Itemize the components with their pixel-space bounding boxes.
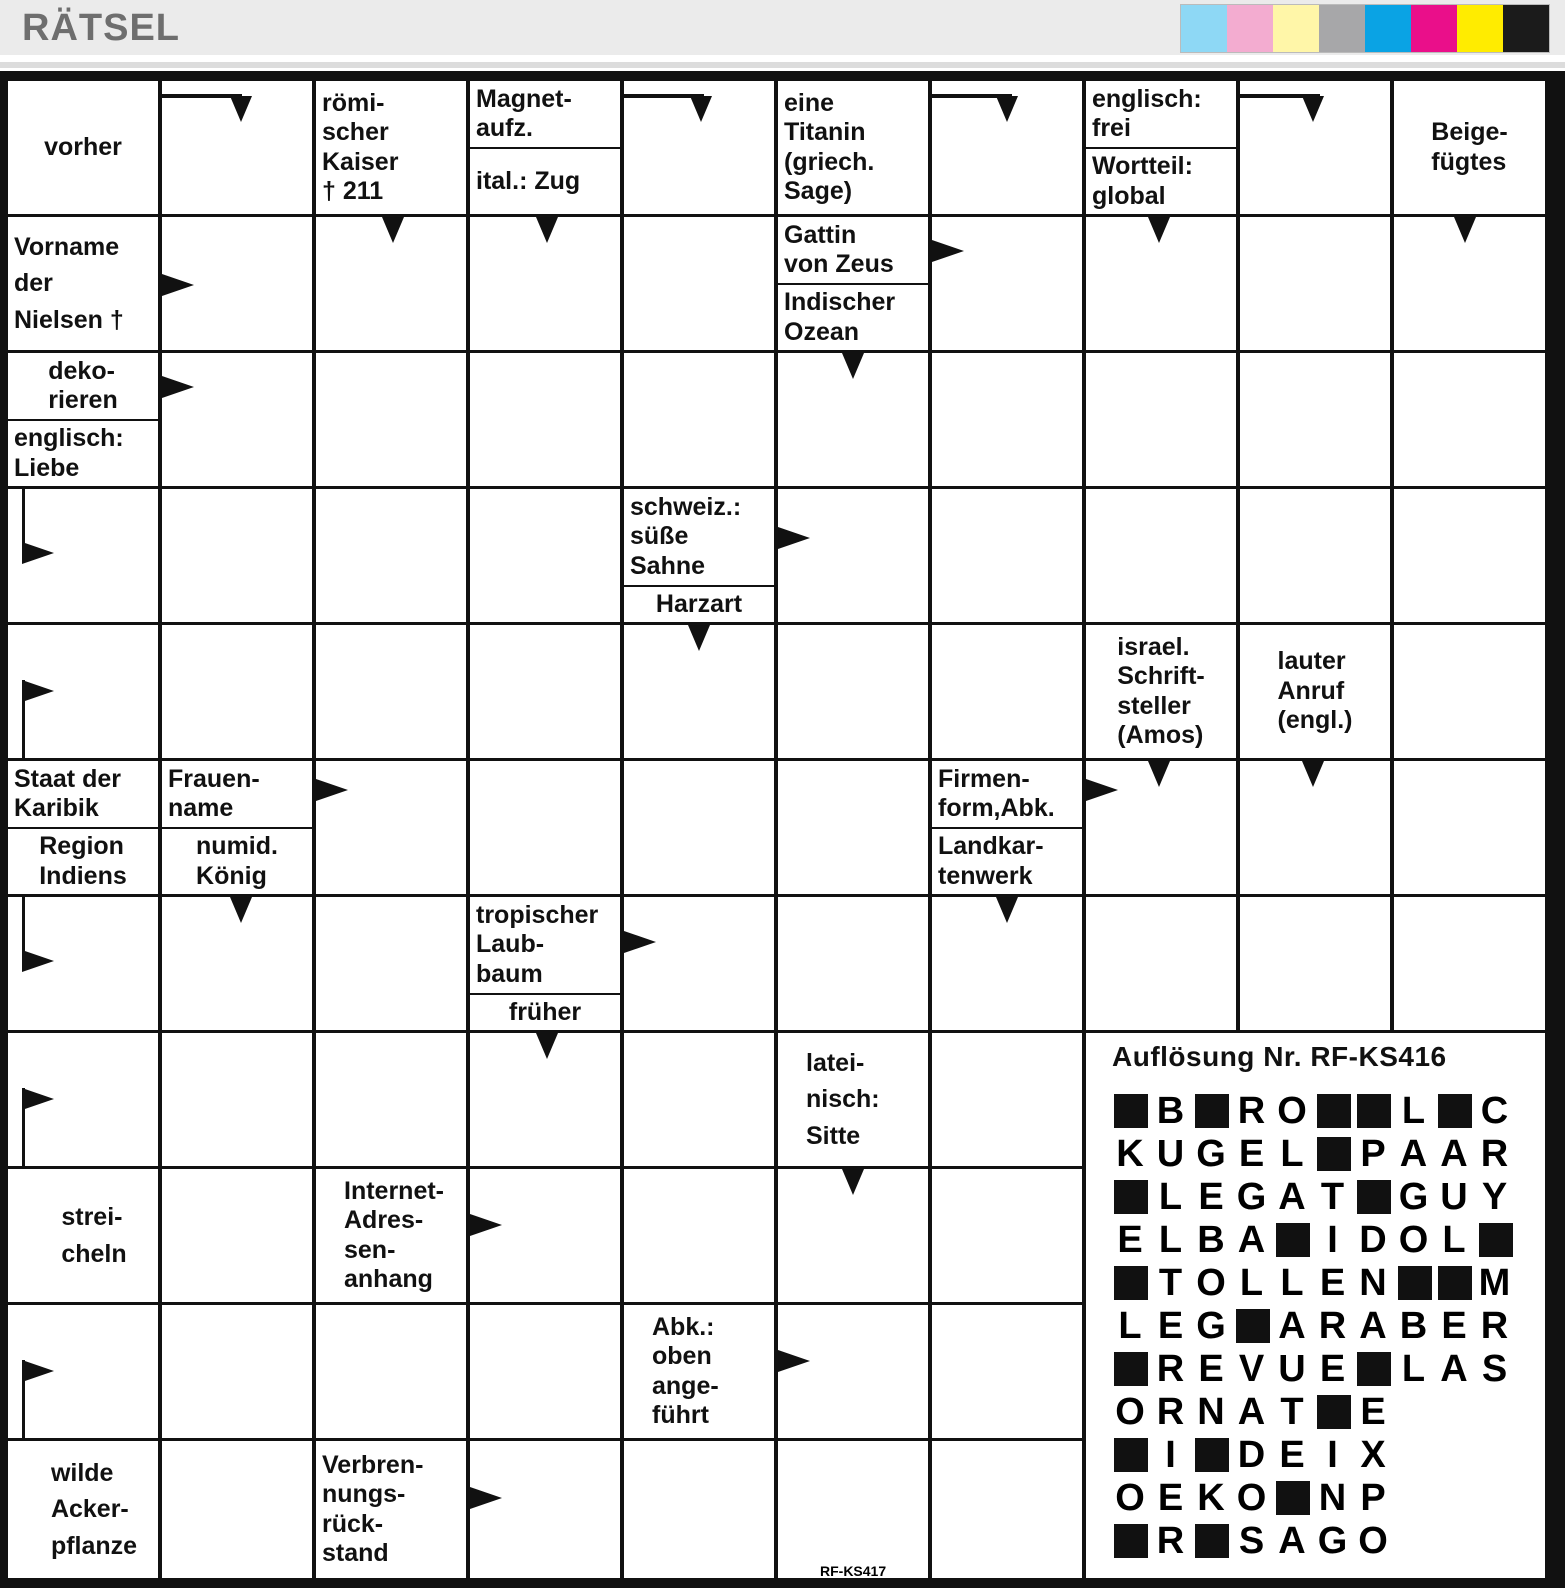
- clue-internet-adressenanhang: [316, 1169, 466, 1302]
- solution-panel: [1086, 1033, 1545, 1578]
- arrow-down-icon: [1148, 761, 1170, 787]
- answer-cell[interactable]: [932, 625, 1082, 758]
- clue-text: Wortteil: global: [1092, 152, 1193, 210]
- clue-text: englisch: frei: [1092, 84, 1202, 142]
- solution-block: [1114, 1180, 1148, 1214]
- solution-letter: L: [1158, 1219, 1183, 1261]
- solution-letter: E: [1238, 1133, 1265, 1175]
- clue-text: strei- cheln: [61, 1203, 127, 1268]
- solution-letter: A: [1237, 1391, 1266, 1433]
- arrow-right-icon: [624, 931, 656, 953]
- solution-letter: A: [1440, 1348, 1468, 1390]
- clue-eine-titanin: [778, 81, 928, 214]
- answer-cell[interactable]: [162, 625, 312, 758]
- answer-cell[interactable]: [162, 489, 312, 622]
- arrow-stem: [932, 94, 1012, 98]
- answer-cell[interactable]: [624, 353, 774, 486]
- clue-frueher: [470, 995, 620, 1030]
- answer-cell[interactable]: [778, 897, 928, 1030]
- solution-letter: L: [1280, 1133, 1304, 1175]
- solution-letter: K: [1197, 1477, 1225, 1519]
- answer-cell[interactable]: [1240, 897, 1390, 1030]
- solution-letter: D: [1237, 1434, 1266, 1476]
- solution-letter: A: [1237, 1219, 1266, 1261]
- clue-roemischer-kaiser: [316, 81, 466, 214]
- solution-letter: L: [1401, 1348, 1426, 1390]
- solution-letter: P: [1360, 1477, 1386, 1519]
- solution-letter: T: [1320, 1176, 1345, 1218]
- solution-letter: O: [1196, 1262, 1226, 1304]
- solution-letter: E: [1157, 1305, 1184, 1347]
- arrow-stem: [1240, 94, 1320, 98]
- clue-gattin-zeus: [778, 217, 928, 283]
- answer-cell[interactable]: [932, 353, 1082, 486]
- solution-block: [1276, 1481, 1310, 1515]
- clue-frauenname: [162, 761, 312, 827]
- clue-text: Firmen- form,Abk.: [938, 764, 1055, 822]
- answer-cell[interactable]: [624, 761, 774, 894]
- arrow-down-icon: [690, 96, 712, 122]
- solution-letter: A: [1278, 1305, 1306, 1347]
- solution-letter: O: [1277, 1090, 1307, 1132]
- arrow-right-icon: [22, 1088, 54, 1110]
- arrow-stem: [624, 94, 704, 98]
- solution-letter: U: [1440, 1176, 1468, 1218]
- solution-letter: S: [1481, 1348, 1508, 1390]
- solution-letter: G: [1236, 1176, 1267, 1218]
- solution-letter: G: [1196, 1133, 1226, 1175]
- answer-cell[interactable]: [162, 1033, 312, 1166]
- answer-cell[interactable]: [1394, 625, 1545, 758]
- solution-letter: L: [1442, 1219, 1466, 1261]
- solution-letter: S: [1238, 1520, 1265, 1562]
- answer-cell[interactable]: [162, 1169, 312, 1302]
- answer-cell[interactable]: [162, 353, 312, 486]
- solution-letter: Y: [1481, 1176, 1508, 1218]
- answer-cell[interactable]: [470, 625, 620, 758]
- solution-letter: R: [1156, 1348, 1185, 1390]
- clue-text: vorher: [44, 132, 122, 161]
- clue-abk-oben-angefuehrt: [624, 1305, 774, 1438]
- solution-letter: G: [1196, 1305, 1226, 1347]
- solution-letter: A: [1359, 1305, 1387, 1347]
- solution-letter: O: [1115, 1391, 1145, 1433]
- clue-verbrennungsrueckstand: [316, 1441, 466, 1578]
- solution-letter: L: [1118, 1305, 1142, 1347]
- clue-beigefuegtes: [1394, 81, 1545, 214]
- answer-cell[interactable]: [932, 217, 1082, 350]
- solution-block: [1114, 1524, 1148, 1558]
- answer-cell[interactable]: [932, 1169, 1082, 1302]
- solution-letter: E: [1319, 1262, 1346, 1304]
- color-swatch-4: [1319, 5, 1365, 52]
- solution-letter: U: [1156, 1133, 1185, 1175]
- arrow-right-icon: [470, 1487, 502, 1509]
- solution-block: [1276, 1223, 1310, 1257]
- clue-englisch-frei: [1086, 81, 1236, 147]
- solution-block: [1438, 1094, 1472, 1128]
- answer-cell[interactable]: [624, 217, 774, 350]
- arrow-right-icon: [22, 542, 54, 564]
- clue-text: Magnet- aufz.: [476, 84, 572, 142]
- solution-letter: L: [1280, 1262, 1304, 1304]
- solution-block: [1114, 1094, 1148, 1128]
- clue-text: latei- nisch: Sitte: [806, 1049, 880, 1150]
- answer-cell[interactable]: [1394, 897, 1545, 1030]
- arrow-right-icon: [316, 779, 348, 801]
- color-swatch-5: [1365, 5, 1411, 52]
- color-swatch-1: [1181, 5, 1227, 52]
- solution-letter: A: [1278, 1176, 1306, 1218]
- solution-letter: E: [1157, 1477, 1184, 1519]
- solution-block: [1357, 1352, 1391, 1386]
- solution-letter: X: [1360, 1434, 1386, 1476]
- arrow-down-icon: [842, 353, 864, 379]
- solution-block: [1317, 1094, 1351, 1128]
- answer-cell[interactable]: [624, 897, 774, 1030]
- answer-cell[interactable]: [162, 1441, 312, 1578]
- solution-letter: E: [1198, 1176, 1224, 1218]
- clue-wilde-ackerpflanze: [8, 1441, 158, 1578]
- solution-letter: I: [1327, 1434, 1338, 1476]
- solution-block: [1114, 1438, 1148, 1472]
- clue-text: Internet- Adres- sen- anhang: [344, 1176, 444, 1293]
- color-swatch-2: [1227, 5, 1273, 52]
- solution-letter: G: [1398, 1176, 1429, 1218]
- solution-letter: E: [1279, 1434, 1305, 1476]
- solution-letter: T: [1280, 1391, 1304, 1433]
- clue-text: Harzart: [655, 589, 743, 618]
- solution-block: [1114, 1352, 1148, 1386]
- clue-ital-zug: [470, 149, 620, 214]
- answer-cell[interactable]: [316, 1033, 466, 1166]
- solution-block: [1317, 1137, 1351, 1171]
- solution-block: [1195, 1524, 1229, 1558]
- answer-cell[interactable]: [1086, 353, 1236, 486]
- solution-letter: E: [1441, 1305, 1467, 1347]
- solution-letter: A: [1278, 1520, 1306, 1562]
- arrow-down-icon: [996, 96, 1018, 122]
- solution-letter: T: [1158, 1262, 1183, 1304]
- solution-letter: O: [1398, 1219, 1429, 1261]
- clue-landkartenwerk: [932, 829, 1082, 894]
- solution-block: [1236, 1309, 1270, 1343]
- solution-letter: L: [1239, 1262, 1264, 1304]
- clue-text: lauter Anruf (engl.): [1277, 647, 1353, 735]
- solution-letter: R: [1156, 1391, 1185, 1433]
- arrow-right-icon: [470, 1214, 502, 1236]
- answer-cell[interactable]: [778, 761, 928, 894]
- clue-text: Frauen- name: [168, 764, 260, 822]
- solution-letter: A: [1399, 1133, 1428, 1175]
- solution-letter: R: [1318, 1305, 1347, 1347]
- answer-cell[interactable]: [1086, 489, 1236, 622]
- arrow-down-icon: [1148, 217, 1170, 243]
- color-swatch-7: [1457, 5, 1503, 52]
- answer-cell[interactable]: [470, 761, 620, 894]
- solution-letter: E: [1360, 1391, 1386, 1433]
- solution-letter: B: [1399, 1305, 1428, 1347]
- clue-streicheln: [8, 1169, 158, 1302]
- arrow-down-icon: [536, 1033, 558, 1059]
- answer-cell[interactable]: [470, 1305, 620, 1438]
- arrow-right-icon: [22, 680, 54, 702]
- clue-text: Gattin von Zeus: [784, 220, 894, 278]
- clue-text: numid. König: [196, 832, 278, 890]
- solution-letter: O: [1236, 1477, 1267, 1519]
- solution-letter: O: [1115, 1477, 1145, 1519]
- clue-vorher: [8, 81, 158, 214]
- solution-letter: V: [1238, 1348, 1265, 1390]
- answer-cell[interactable]: [932, 1305, 1082, 1438]
- clue-text: Abk.: oben ange- führt: [652, 1312, 719, 1429]
- answer-cell[interactable]: [162, 1305, 312, 1438]
- answer-cell[interactable]: [624, 1169, 774, 1302]
- clue-dekorieren: [8, 353, 158, 419]
- solution-letter: A: [1440, 1133, 1468, 1175]
- arrow-down-icon: [536, 217, 558, 243]
- solution-letter: N: [1359, 1262, 1387, 1304]
- clue-text: Region Indiens: [39, 832, 127, 890]
- answer-cell[interactable]: [778, 1441, 928, 1578]
- arrow-down-icon: [688, 625, 710, 651]
- clue-text: Staat der Karibik: [14, 764, 121, 822]
- clue-text: Beige- fügtes: [1431, 118, 1508, 176]
- solution-block: [1357, 1094, 1391, 1128]
- header-divider: [0, 62, 1565, 68]
- answer-cell[interactable]: [1394, 489, 1545, 622]
- answer-cell[interactable]: [778, 625, 928, 758]
- clue-wortteil-global: [1086, 149, 1236, 214]
- solution-letter: R: [1480, 1305, 1509, 1347]
- arrow-right-icon: [162, 376, 194, 398]
- clue-harzart: [624, 587, 774, 622]
- color-swatch-6: [1411, 5, 1457, 52]
- solution-letter: G: [1317, 1520, 1348, 1562]
- solution-letter: K: [1116, 1133, 1144, 1175]
- clue-text: eine Titanin (griech. Sage): [784, 88, 875, 205]
- solution-letter: E: [1117, 1219, 1143, 1261]
- clue-vorname-nielsen: [8, 217, 158, 350]
- answer-cell[interactable]: [316, 1305, 466, 1438]
- answer-cell[interactable]: [932, 489, 1082, 622]
- answer-cell[interactable]: [316, 353, 466, 486]
- clue-text: römi- scher Kaiser † 211: [322, 88, 399, 205]
- answer-cell[interactable]: [316, 625, 466, 758]
- arrow-down-icon: [1302, 761, 1324, 787]
- answer-cell[interactable]: [1086, 897, 1236, 1030]
- answer-cell[interactable]: [316, 897, 466, 1030]
- clue-text: ital.: Zug: [476, 166, 581, 195]
- solution-letter: E: [1319, 1348, 1346, 1390]
- solution-letter: C: [1480, 1090, 1509, 1132]
- solution-block: [1195, 1438, 1229, 1472]
- clue-numid-koenig: [162, 829, 312, 894]
- arrow-down-icon: [996, 897, 1018, 923]
- solution-letter: I: [1165, 1434, 1176, 1476]
- solution-letter: R: [1480, 1133, 1509, 1175]
- arrow-right-icon: [22, 1360, 54, 1382]
- solution-letter: R: [1237, 1090, 1266, 1132]
- puzzle-code: RF-KS417: [820, 1563, 887, 1579]
- solution-letter: E: [1198, 1348, 1224, 1390]
- arrow-right-icon: [22, 950, 54, 972]
- clue-text: Vorname der Nielsen †: [14, 233, 124, 334]
- clue-lateinisch-sitte: [778, 1033, 928, 1166]
- solution-letter: L: [1401, 1090, 1426, 1132]
- solution-block: [1317, 1395, 1351, 1429]
- arrow-right-icon: [932, 240, 964, 262]
- solution-letter: M: [1478, 1262, 1511, 1304]
- solution-letter: D: [1359, 1219, 1387, 1261]
- clue-text: früher: [508, 997, 582, 1026]
- arrow-down-icon: [382, 217, 404, 243]
- clue-text: deko- rieren: [48, 356, 118, 414]
- clue-magnetaufz: [470, 81, 620, 147]
- solution-block: [1114, 1266, 1148, 1300]
- arrow-right-icon: [162, 274, 194, 296]
- answer-cell[interactable]: [470, 353, 620, 486]
- solution-letter: O: [1358, 1520, 1388, 1562]
- solution-block: [1357, 1180, 1391, 1214]
- clue-text: israel. Schrift- steller (Amos): [1117, 632, 1205, 749]
- color-calibration-bar: [1180, 4, 1550, 53]
- arrow-down-icon: [842, 1169, 864, 1195]
- clue-englisch-liebe: [8, 421, 158, 486]
- answer-cell[interactable]: [470, 489, 620, 622]
- answer-cell[interactable]: [932, 1441, 1082, 1578]
- color-swatch-8: [1503, 5, 1549, 52]
- arrow-right-icon: [778, 527, 810, 549]
- answer-cell[interactable]: [1240, 489, 1390, 622]
- solution-letter: N: [1197, 1391, 1225, 1433]
- solution-letter: U: [1278, 1348, 1306, 1390]
- header-bar: [0, 0, 1565, 55]
- arrow-down-icon: [1302, 96, 1324, 122]
- solution-block: [1438, 1266, 1472, 1300]
- clue-text: wilde Acker- pflanze: [50, 1459, 138, 1560]
- arrow-down-icon: [1454, 217, 1476, 243]
- clue-staat-karibik: [8, 761, 158, 827]
- arrow-down-icon: [230, 96, 252, 122]
- crossword-grid: [8, 78, 1557, 1582]
- solution-letter: B: [1156, 1090, 1185, 1132]
- clue-tropischer-laubbaum: [470, 897, 620, 993]
- answer-cell[interactable]: [316, 489, 466, 622]
- answer-cell[interactable]: [1394, 761, 1545, 894]
- answer-cell[interactable]: [624, 1441, 774, 1578]
- page-title: RÄTSEL: [22, 7, 180, 49]
- answer-cell[interactable]: [778, 489, 928, 622]
- solution-letter: I: [1327, 1219, 1338, 1261]
- solution-letter: N: [1318, 1477, 1347, 1519]
- arrow-right-icon: [1086, 779, 1118, 801]
- solution-block: [1398, 1266, 1432, 1300]
- answer-cell[interactable]: [932, 1033, 1082, 1166]
- clue-region-indiens: [8, 829, 158, 894]
- answer-cell[interactable]: [1240, 217, 1390, 350]
- solution-letter: B: [1197, 1219, 1225, 1261]
- answer-cell[interactable]: [1240, 353, 1390, 486]
- color-swatch-3: [1273, 5, 1319, 52]
- solution-block: [1195, 1094, 1229, 1128]
- answer-cell[interactable]: [470, 1441, 620, 1578]
- solution-letter: L: [1158, 1176, 1183, 1218]
- clue-text: tropischer Laub- baum: [476, 900, 599, 988]
- clue-lauter-anruf: [1240, 625, 1390, 758]
- clue-firmenform: [932, 761, 1082, 827]
- solution-letter: R: [1156, 1520, 1185, 1562]
- clue-indischer-ozean: [778, 285, 928, 350]
- clue-text: Verbren- nungs- rück- stand: [322, 1450, 424, 1567]
- clue-israel-schriftsteller: [1086, 625, 1236, 758]
- solution-title: Auflösung Nr. RF-KS416: [1112, 1041, 1447, 1072]
- answer-cell[interactable]: [1394, 353, 1545, 486]
- clue-text: Indischer Ozean: [784, 288, 896, 346]
- solution-block: [1479, 1223, 1513, 1257]
- clue-text: schweiz.: süße Sahne: [630, 492, 742, 580]
- solution-letter: P: [1360, 1133, 1386, 1175]
- arrow-stem: [162, 94, 242, 98]
- arrow-down-icon: [230, 897, 252, 923]
- arrow-right-icon: [778, 1350, 810, 1372]
- clue-schweiz-suesse-sahne: [624, 489, 774, 585]
- answer-cell[interactable]: [624, 1033, 774, 1166]
- clue-text: englisch: Liebe: [14, 424, 124, 482]
- clue-text: Landkar- tenwerk: [938, 832, 1044, 890]
